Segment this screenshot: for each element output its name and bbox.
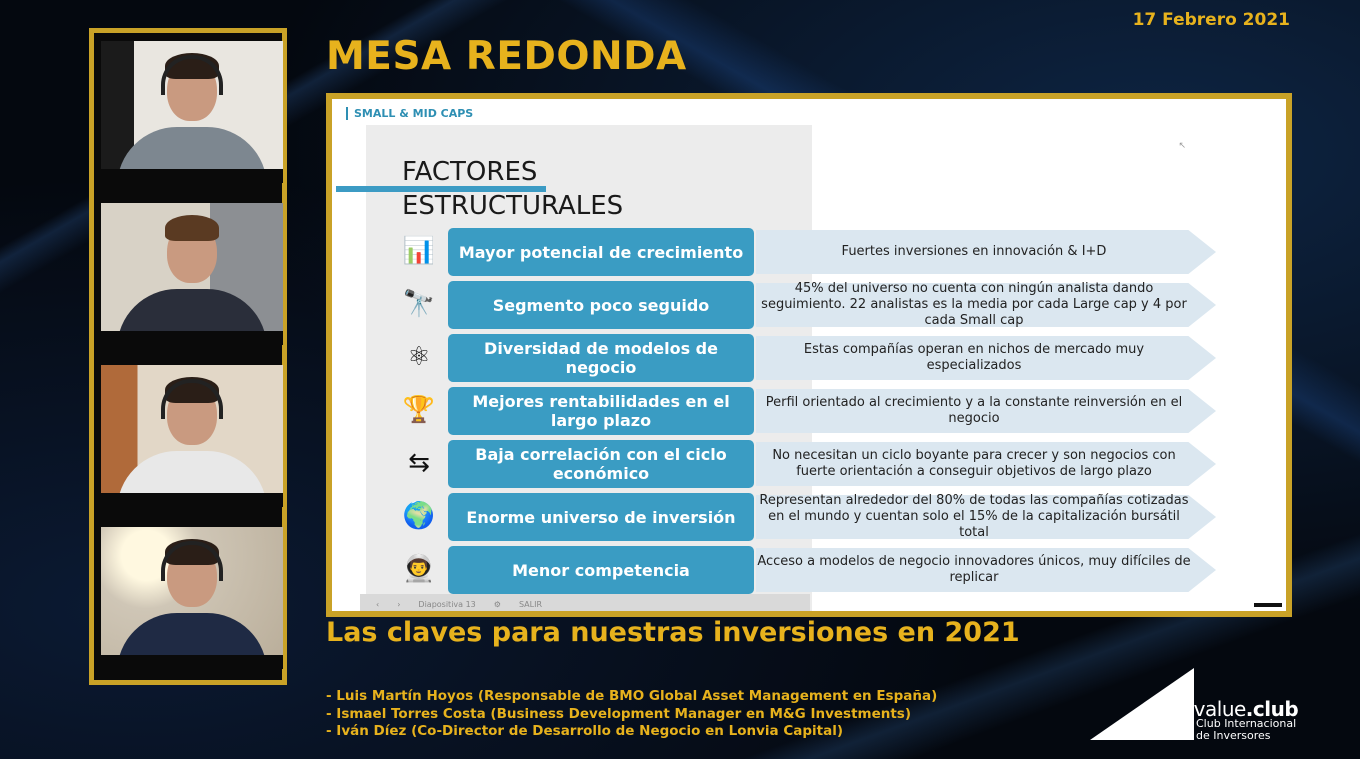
video-tile-participant-4[interactable] — [101, 527, 283, 669]
slide-heading — [402, 155, 623, 223]
factor-description: Representan alrededor del 80% de todas las compañías cotizadas en el mundo y cuentan solo el 15% de la capitalización bursátil total — [759, 493, 1189, 540]
factor-row — [332, 387, 1292, 435]
settings-icon[interactable]: ⚙ — [493, 599, 501, 609]
logo-tagline-line-2: de Inversores — [1196, 729, 1271, 742]
event-subtitle: Las claves para nuestras inversiones en 2021 — [326, 617, 1020, 648]
shared-slide — [326, 93, 1292, 617]
factor-row — [332, 281, 1292, 329]
logo-name-main: zonavalue — [1148, 697, 1246, 721]
factor-description: Perfil orientado al crecimiento y a la constante reinversión en el negocio — [765, 395, 1183, 426]
factor-row — [332, 546, 1292, 594]
video-name-bar — [101, 655, 283, 669]
molecules-icon: ⚛ — [407, 342, 431, 372]
mouse-cursor-icon: ↖ — [1178, 141, 1186, 151]
slide-section-tag: SMALL & MID CAPS — [346, 107, 473, 120]
factor-description: No necesitan un ciclo boyante para crecer y son negocios con fuerte orientación a conseguir objetivos de largo plazo — [772, 448, 1176, 479]
speaker-item: - Luis Martín Hoyos (Responsable de BMO Global Asset Management en España) — [326, 688, 938, 704]
slide-heading-line-2: ESTRUCTURALES — [402, 191, 624, 221]
astronaut-icon: 👨‍🚀 — [402, 554, 436, 584]
logo-tagline-line-1: Club Internacional — [1196, 717, 1297, 730]
factor-label: Mayor potencial de crecimiento — [448, 228, 754, 276]
logo-name-suffix: .club — [1245, 697, 1299, 721]
speaker-item: - Iván Díez (Co-Director de Desarrollo de Negocio en Lonvia Capital) — [326, 723, 844, 739]
factor-label: Segmento poco seguido — [448, 281, 754, 329]
video-strip — [89, 28, 287, 685]
previous-slide-icon[interactable]: ‹ — [376, 599, 380, 609]
event-date: 17 Febrero 2021 — [1132, 10, 1290, 30]
factor-row — [332, 334, 1292, 382]
speaker-item: - Ismael Torres Costa (Business Development Manager en M&G Investments) — [326, 705, 912, 722]
video-tile-participant-1[interactable] — [101, 41, 283, 183]
factor-label: Enorme universo de inversión — [448, 493, 754, 541]
video-name-bar — [101, 331, 283, 345]
presentation-toolbar — [360, 594, 810, 614]
slide-corner-mark — [1254, 603, 1282, 607]
speaker-list — [326, 688, 937, 741]
slide-counter: Diapositiva 13 — [418, 599, 476, 609]
video-tile-participant-3[interactable] — [101, 365, 283, 507]
next-slide-icon[interactable]: › — [397, 599, 401, 609]
factor-label: Menor competencia — [448, 546, 754, 594]
factor-description: 45% del universo no cuenta con ningún analista dando seguimiento. 22 analistas es la media por cada Large cap y 4 por cada Small cap — [761, 281, 1187, 328]
bar-chart-icon: 📊 — [402, 236, 436, 266]
factor-row — [332, 228, 1292, 276]
slide-heading-line-1: FACTORES — [402, 157, 538, 187]
video-name-bar — [101, 493, 283, 507]
factor-label: Baja correlación con el ciclo económico — [448, 440, 754, 488]
trophy-icon: 🏆 — [402, 395, 436, 425]
binoculars-icon: 🔭 — [402, 289, 436, 319]
arrows-exchange-icon: ⇆ — [408, 448, 430, 478]
factor-description: Acceso a modelos de negocio innovadores únicos, muy difíciles de replicar — [757, 554, 1191, 585]
factor-label: Diversidad de modelos de negocio — [448, 334, 754, 382]
logo-tagline — [1196, 718, 1296, 742]
participant-hair — [165, 215, 219, 241]
factor-label: Mejores rentabilidades en el largo plazo — [448, 387, 754, 435]
world-map-icon: 🌍 — [402, 501, 436, 531]
factor-description: Fuertes inversiones en innovación & I+D — [841, 244, 1107, 259]
page-title: MESA REDONDA — [326, 34, 687, 79]
factor-description: Estas compañías operan en nichos de mercado muy especializados — [803, 342, 1145, 373]
factor-row — [332, 493, 1292, 541]
video-name-bar — [101, 169, 283, 183]
factor-row — [332, 440, 1292, 488]
exit-presentation-button[interactable]: SALIR — [518, 599, 543, 609]
video-tile-participant-2[interactable] — [101, 203, 283, 345]
